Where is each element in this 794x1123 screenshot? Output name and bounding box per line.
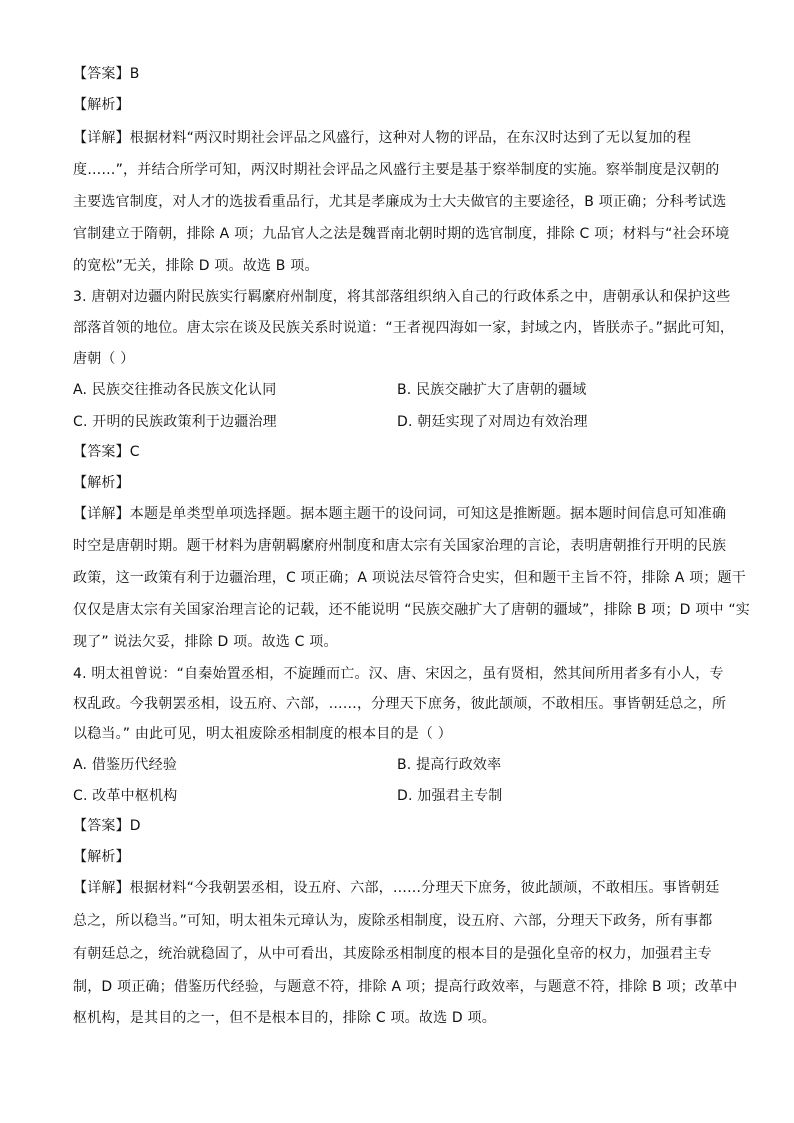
q2-detail-line-1: 【详解】根据材料“两汉时期社会评品之风盛行，这种对人物的评品，在东汉时达到了无以复加的程: [73, 130, 692, 146]
q4-answer: 【答案】D: [73, 818, 141, 834]
q3-detail-line-4: 仅仅是唐太宗有关国家治理言论的记载，还不能说明 “民族交融扩大了唐朝的疆域”，排除 B 项；D 项中 “实: [73, 602, 750, 618]
q3-option-c: C. 开明的民族政策利于边疆治理: [73, 414, 277, 430]
q3-stem-line-1: 3. 唐朝对边疆内附民族实行羁縻府州制度，将其部落组织纳入自己的行政体系之中，唐朝承认和保护这些: [73, 289, 731, 305]
q2-analysis-heading: 【解析】: [73, 97, 130, 113]
q3-detail-line-2: 时空是唐朝时期。题干材料为唐朝羁縻府州制度和唐太宗有关国家治理的言论，表明唐朝推行开明的民族: [73, 538, 727, 554]
q4-detail-line-2: 总之，所以稳当。”可知，明太祖朱元璋认为，废除丞相制度，设五府、六部，分理天下政务，所有事都: [73, 913, 713, 929]
q3-option-d: D. 朝廷实现了对周边有效治理: [397, 414, 588, 430]
q4-option-a: A. 借鉴历代经验: [73, 757, 178, 773]
q2-detail-line-5: 的宽松”无关，排除 D 项。故选 B 项。: [73, 258, 319, 274]
q4-option-b: B. 提高行政效率: [397, 757, 502, 773]
q3-stem-line-2: 部落首领的地位。唐太宗在谈及民族关系时说道：“王者视四海如一家，封域之内，皆朕赤子。”据此可知，: [73, 320, 735, 336]
q2-detail-line-4: 官制建立于隋朝，排除 A 项；九品官人之法是魏晋南北朝时期的选官制度，排除 C 项；材料与“社会环境: [73, 226, 730, 242]
q3-option-b: B. 民族交融扩大了唐朝的疆域: [397, 382, 587, 398]
q4-analysis-heading: 【解析】: [73, 849, 130, 865]
q4-detail-line-3: 有朝廷总之，统治就稳固了，从中可看出，其废除丞相制度的根本目的是强化皇帝的权力，加强君主专: [73, 946, 712, 962]
q4-detail-line-4: 制，D 项正确；借鉴历代经验，与题意不符，排除 A 项；提高行政效率，与题意不符，排除 B 项；改革中: [73, 979, 738, 995]
q3-stem-line-3: 唐朝（ ）: [73, 351, 135, 367]
q2-detail-line-2: 度……”，并结合所学可知，两汉时期社会评品之风盛行主要是基于察举制度的实施。察举制度是汉朝的: [73, 162, 720, 178]
q4-detail-line-1: 【详解】根据材料“今我朝罢丞相，设五府、六部，……分理天下庶务，彼此颉颃，不敢相压。事皆朝廷: [73, 880, 720, 896]
q4-stem-line-2: 权乱政。今我朝罢丞相，设五府、六部，……，分理天下庶务，彼此颉颃，不敢相压。事皆朝廷总之，所: [73, 696, 727, 712]
q3-detail-line-1: 【详解】本题是单类型单项选择题。据本题主题干的设问词，可知这是推断题。据本题时间信息可知准确: [73, 506, 727, 522]
q3-option-a: A. 民族交往推动各民族文化认同: [73, 382, 277, 398]
q3-analysis-heading: 【解析】: [73, 475, 130, 491]
q2-detail-line-3: 主要选官制度，对人才的选拔看重品行，尤其是孝廉成为士大夫做官的主要途径，B 项正确；分科考试选: [73, 194, 727, 210]
q2-answer: 【答案】B: [73, 66, 140, 82]
q4-detail-line-5: 枢机构，是其目的之一，但不是根本目的，排除 C 项。故选 D 项。: [73, 1010, 496, 1026]
q4-option-c: C. 改革中枢机构: [73, 788, 178, 804]
q4-stem-line-3: 以稳当。” 由此可见，明太祖废除丞相制度的根本目的是（ ）: [73, 726, 452, 742]
q3-detail-line-5: 现了” 说法欠妥，排除 D 项。故选 C 项。: [73, 634, 338, 650]
q4-stem-line-1: 4. 明太祖曾说：“自秦始置丞相，不旋踵而亡。汉、唐、宋因之，虽有贤相，然其间所用者多有小人，专: [73, 666, 724, 682]
q3-detail-line-3: 政策，这一政策有利于边疆治理，C 项正确；A 项说法尽管符合史实，但和题干主旨不符，排除 A 项；题干: [73, 570, 746, 586]
q4-option-d: D. 加强君主专制: [397, 788, 503, 804]
q3-answer: 【答案】C: [73, 444, 140, 460]
